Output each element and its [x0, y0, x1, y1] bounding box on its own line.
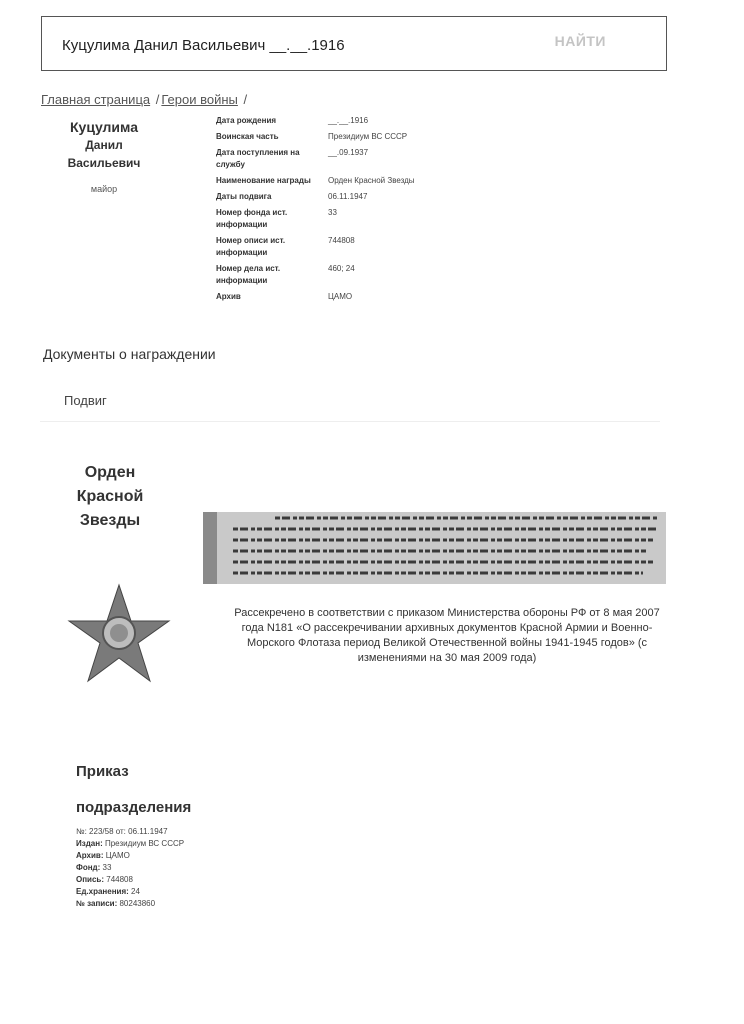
award-title-line: Красной — [76, 488, 144, 505]
documents-section-title: Документы о награждении — [43, 346, 216, 362]
breadcrumb-home-link[interactable]: Главная страница — [41, 92, 151, 107]
declassification-note: Рассекречено в соответствии с приказом Министерства обороны РФ от 8 мая 2007 года N181 «О рассекречивании архивных документов Красной Армии и Военно-Морского Флотаза период Великой Отечественной войны 1941-1945 годов» (с изменениями на 30 мая 2009 года) — [234, 607, 660, 664]
info-value: __.__.1916 — [328, 116, 369, 125]
info-value: 33 — [328, 208, 337, 217]
order-issued-row — [76, 838, 184, 850]
info-label: Воинская часть — [216, 132, 279, 141]
info-row — [216, 131, 636, 143]
order-record-label: № записи: — [76, 899, 118, 908]
info-value: 06.11.1947 — [328, 192, 368, 201]
info-value: 460; 24 — [328, 264, 355, 273]
info-row — [216, 235, 636, 259]
order-archive-value: ЦАМО — [105, 851, 130, 860]
info-value: 744808 — [328, 236, 355, 245]
order-record-value: 80243860 — [119, 899, 156, 908]
info-row — [216, 291, 636, 303]
person-surname: Куцулима — [70, 119, 138, 135]
info-label: Дата рождения — [216, 116, 277, 125]
order-number-row — [76, 826, 184, 838]
info-label: Номер дела ист. информации — [216, 264, 281, 285]
order-opis-value: 744808 — [106, 875, 133, 884]
order-unit-value: 24 — [131, 887, 140, 896]
order-details — [76, 826, 184, 910]
breadcrumb-separator: / — [243, 92, 248, 107]
info-row — [216, 147, 636, 171]
order-heading: Приказ — [76, 763, 129, 780]
person-first-name: Данил — [85, 138, 123, 152]
info-label: Номер описи ист. информации — [216, 236, 286, 257]
award-title — [72, 461, 148, 533]
order-number-label: №: — [76, 827, 87, 836]
order-unit-row — [76, 886, 184, 898]
info-label: Даты подвига — [216, 192, 272, 201]
person-name-block — [56, 118, 152, 194]
order-opis-label: Опись: — [76, 875, 105, 884]
info-row — [216, 263, 636, 287]
order-fond-label: Фонд: — [76, 863, 101, 872]
search-input[interactable] — [60, 31, 544, 59]
order-archive-row — [76, 850, 184, 862]
search-button[interactable]: НАЙТИ — [554, 33, 606, 49]
info-label: Дата поступления на службу — [216, 148, 300, 169]
award-document-scan[interactable] — [203, 512, 666, 584]
order-fond-value: 33 — [102, 863, 112, 872]
person-info-table — [216, 115, 636, 307]
award-title-line: Орден — [84, 464, 136, 481]
info-value: __.09.1937 — [328, 148, 369, 157]
info-label: Наименование награды — [216, 176, 311, 185]
info-label: Номер фонда ист. информации — [216, 208, 288, 229]
info-value: Президиум ВС СССР — [328, 132, 408, 141]
search-form — [41, 16, 667, 71]
info-row — [216, 115, 636, 127]
award-title-line: Звезды — [79, 512, 141, 529]
info-value: ЦАМО — [328, 292, 353, 301]
info-label: Архив — [216, 292, 241, 301]
order-subheading: подразделения — [76, 799, 192, 816]
section-divider — [40, 421, 660, 422]
info-row — [216, 191, 636, 203]
breadcrumb-separator: / — [155, 92, 160, 107]
order-archive-label: Архив: — [76, 851, 104, 860]
info-row — [216, 175, 636, 187]
order-issued-value: Президиум ВС СССР — [104, 839, 185, 848]
order-number-value: 223/58 от: 06.11.1947 — [89, 827, 168, 836]
breadcrumb-heroes-link[interactable]: Герои войны — [161, 92, 238, 107]
info-row — [216, 207, 636, 231]
order-opis-row — [76, 874, 184, 886]
red-star-medal-icon — [67, 583, 171, 683]
order-issued-label: Издан: — [76, 839, 103, 848]
breadcrumb — [41, 92, 249, 107]
info-value: Орден Красной Звезды — [328, 176, 415, 185]
person-rank: майор — [90, 184, 118, 194]
order-record-row — [76, 898, 184, 910]
order-fond-row — [76, 862, 184, 874]
tab-feat[interactable]: Подвиг — [64, 393, 107, 408]
person-patronymic: Васильевич — [67, 156, 141, 170]
order-unit-label: Ед.хранения: — [76, 887, 129, 896]
